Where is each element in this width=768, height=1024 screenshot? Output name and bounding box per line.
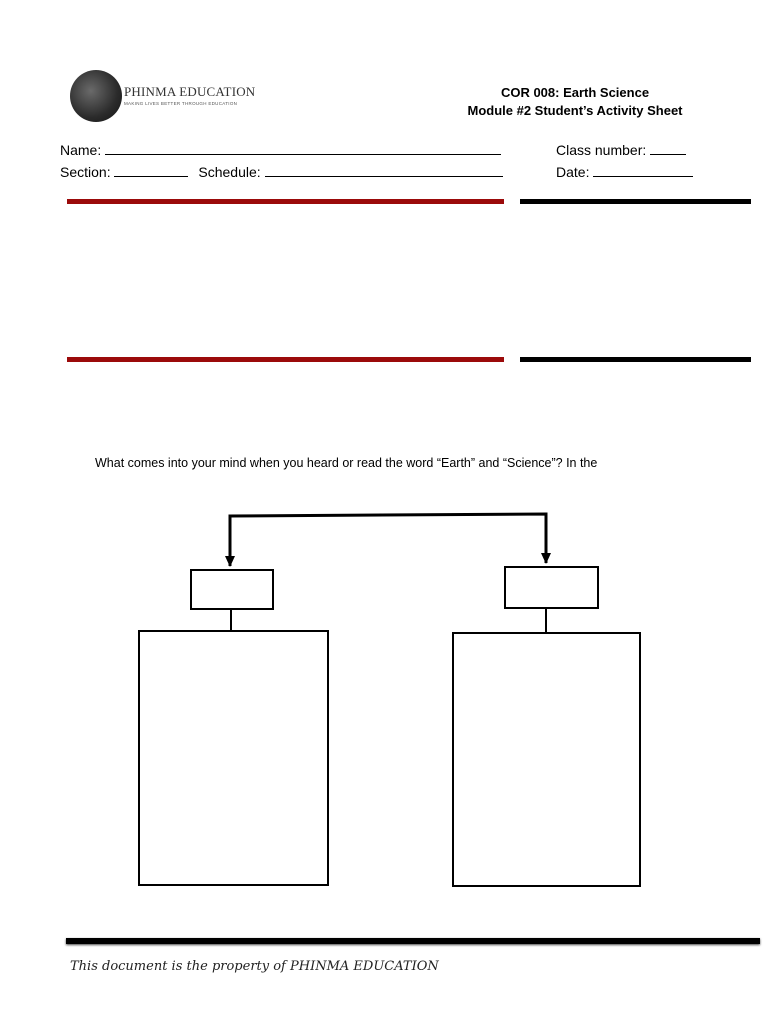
answer-box-left[interactable] [138,630,329,886]
section-label: Section: [60,164,111,180]
class-number-label: Class number: [556,142,647,158]
answer-box-right[interactable] [452,632,641,887]
logo-name: PHINMA EDUCATION [124,84,256,99]
label-box-left[interactable] [190,569,274,610]
name-label: Name: [60,142,102,158]
logo-tagline: MAKING LIVES BETTER THROUGH EDUCATION [124,101,238,106]
arrow-down-left-icon [225,556,235,567]
arrow-down-right-icon [541,553,551,564]
activity-prompt: What comes into your mind when you heard or read the word “Earth” and “Science”? In the [95,456,598,470]
connector-line [230,514,546,566]
footer-property-note: This document is the property of PHINMA EDUCATION [70,959,439,974]
schedule-label: Schedule: [198,164,261,180]
label-box-right[interactable] [504,566,599,609]
stem-right [545,608,547,632]
stem-left [230,609,232,630]
footer-rule [66,938,760,944]
date-label: Date: [556,164,590,180]
module-title: Module #2 Student’s Activity Sheet [467,103,683,118]
course-title: COR 008: Earth Science [500,85,650,100]
